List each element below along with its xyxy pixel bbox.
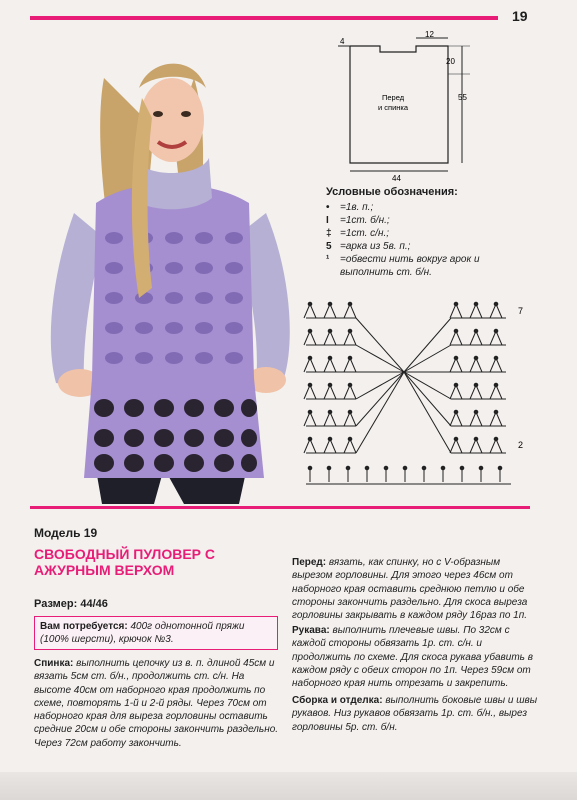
legend-item: ¹ =обвести нить вокруг арок и выполнить ст. б/н.	[326, 254, 480, 278]
pattern-title: СВОБОДНЫЙ ПУЛОВЕР С АЖУРНЫМ ВЕРХОМ	[34, 546, 216, 578]
legend-item: I =1ст. б/н.;	[326, 215, 390, 226]
assembly-instructions: Сборка и отделка: выполнить боковые швы и швы рукавов. Низ рукавов обвязать 1р. ст. б/н., вырез горловины 5р. ст. б/н.	[292, 695, 538, 733]
front-instructions: Перед: вязать, как спинку, но с V-образным вырезом горловины. Для этого через 46см от наборного края оставить среднюю петлю и обе стороны закончить раздельно. Для скоса выреза горловины закрывать в каждом ряду 16раз по 1п.	[292, 557, 528, 622]
schema-neck-side: 4	[340, 37, 345, 46]
schema-top: 12	[425, 30, 434, 39]
schema-height: 55	[458, 93, 467, 102]
diagram-row-top: 7	[518, 306, 524, 316]
back-instructions: Спинка: выполнить цепочку из в. п. длиной 45см и вязать 5см ст. б/н., продолжить ст. с/н. На высоте 40см от наборного края продолжить по схеме, повторять 1-й и 2-й ряды. Через 70см от наборного края для выреза горловины оставить средние 20см и обе стороны закончить раздельно. Через 72см работу закончить.	[34, 658, 279, 749]
materials-box	[34, 616, 278, 650]
materials-label: Вам потребуется:	[40, 621, 128, 632]
legend-item: • =1в. п.;	[326, 202, 374, 213]
pattern-schematic	[330, 28, 490, 183]
section-bar	[30, 506, 530, 509]
legend-item: 5 =арка из 5в. п.;	[326, 241, 411, 252]
header-bar	[30, 16, 498, 20]
sleeve-instructions: Рукава: выполнить плечевые швы. По 32см с каждой стороны обвязать 1р. ст. с/н. и продолжить по схеме. Для скоса рукава убавить в каждом ряду с обеих сторон по 1п. Через 59см от наборного края нить отрезать и закрепить.	[292, 625, 533, 690]
legend	[326, 186, 536, 279]
schema-label-1: Перед	[382, 93, 405, 102]
size-label: Размер: 44/46	[34, 598, 108, 610]
crochet-diagram	[296, 292, 536, 502]
schema-neck-depth: 20	[446, 57, 455, 66]
model-photo	[34, 38, 300, 504]
diagram-row-bottom: 2	[518, 440, 524, 450]
legend-item: ‡ =1ст. с/н.;	[326, 228, 390, 239]
legend-title: Условные обозначения:	[326, 186, 458, 198]
schema-label-2: и спинка	[378, 103, 409, 112]
page-edge	[0, 772, 577, 800]
materials-text: 400г однотонной пряжи (100% шерсти), крючок №3.	[40, 621, 245, 645]
schema-width: 44	[392, 174, 401, 183]
model-number: Модель 19	[34, 526, 98, 540]
page-number: 19	[512, 8, 528, 24]
